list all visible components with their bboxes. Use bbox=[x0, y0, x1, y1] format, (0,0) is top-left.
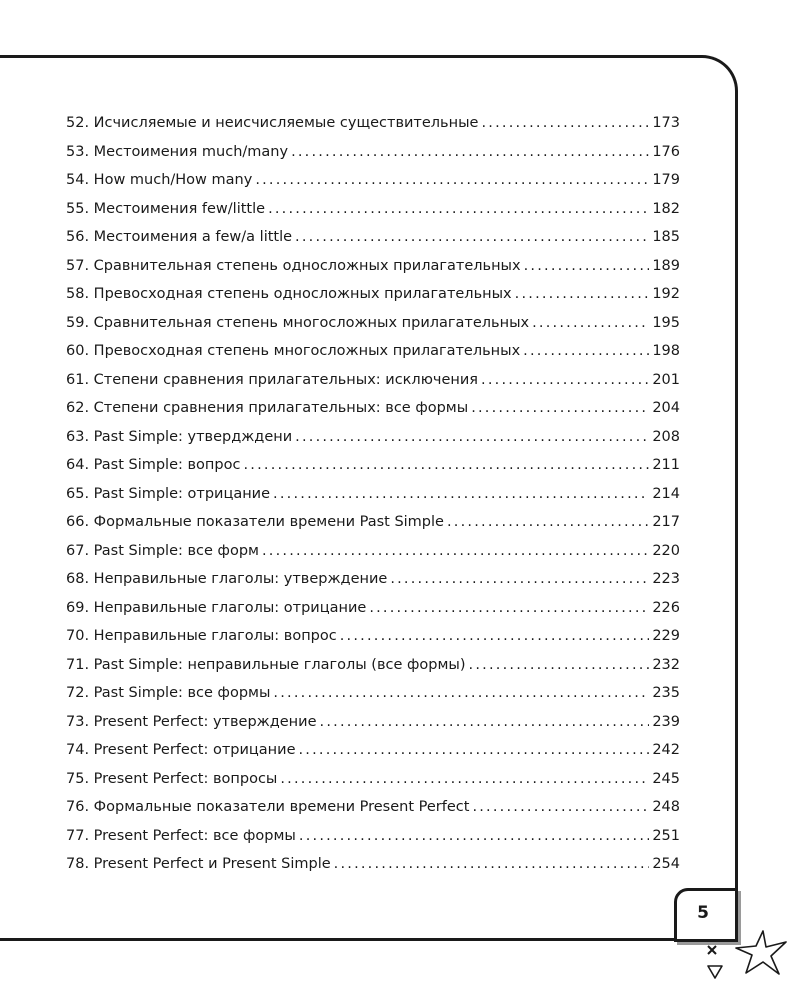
star-icon bbox=[733, 928, 789, 978]
toc-entry-page: 214 bbox=[652, 485, 680, 502]
toc-entry-title: 68. Неправильные глаголы: утверждение bbox=[66, 571, 388, 587]
toc-entry-title: 63. Past Simple: утвердждени bbox=[66, 428, 293, 445]
toc-entry-page: 176 bbox=[652, 143, 680, 160]
toc-entry-title: 57. Сравнительная степень односложных прилагательных bbox=[66, 257, 521, 274]
toc-entry-page: 179 bbox=[652, 172, 680, 188]
toc-entry-title: 66. Формальные показатели времени Past Simple bbox=[66, 514, 444, 530]
triangle-icon bbox=[705, 963, 725, 981]
toc-entry-page: 235 bbox=[652, 685, 680, 701]
toc-entry[interactable] bbox=[66, 594, 680, 623]
toc-dot-leader bbox=[532, 309, 649, 338]
toc-entry-title: 76. Формальные показатели времени Present Perfect bbox=[66, 799, 470, 815]
toc-entry[interactable] bbox=[66, 138, 680, 167]
toc-entry[interactable] bbox=[66, 252, 680, 281]
toc-entry-title: 62. Степени сравнения прилагательных: все формы bbox=[66, 400, 469, 416]
toc-dot-leader bbox=[273, 480, 649, 509]
toc-entry-title: 54. How much/How many bbox=[66, 172, 253, 188]
toc-entry-page: 232 bbox=[652, 656, 680, 673]
toc-dot-leader bbox=[273, 679, 649, 708]
toc-entry[interactable] bbox=[66, 280, 680, 309]
toc-entry-title: 55. Местоимения few/little bbox=[66, 200, 266, 217]
toc-dot-leader bbox=[295, 223, 649, 252]
toc-entry[interactable] bbox=[66, 565, 680, 594]
toc-dot-leader bbox=[243, 451, 649, 480]
toc-entry[interactable] bbox=[66, 793, 680, 822]
toc-dot-leader bbox=[262, 537, 649, 566]
toc-entry-title: 78. Present Perfect и Present Simple bbox=[66, 856, 331, 872]
toc-dot-leader bbox=[334, 850, 650, 879]
toc-entry-title: 52. Исчисляемые и неисчисляемые существительные bbox=[66, 115, 479, 131]
toc-entry-title: 67. Past Simple: все форм bbox=[66, 542, 259, 559]
toc-dot-leader bbox=[299, 822, 649, 851]
toc-entry-page: 182 bbox=[652, 200, 680, 217]
toc-entry[interactable] bbox=[66, 109, 680, 138]
toc-dot-leader bbox=[390, 565, 649, 594]
toc-entry-page: 217 bbox=[652, 514, 680, 530]
toc-entry-page: 192 bbox=[652, 286, 680, 302]
toc-entry[interactable] bbox=[66, 822, 680, 851]
toc-dot-leader bbox=[295, 423, 649, 452]
toc-dot-leader bbox=[299, 736, 650, 765]
toc-dot-leader bbox=[291, 138, 649, 167]
toc-entry-page: 195 bbox=[652, 314, 680, 331]
toc-entry[interactable] bbox=[66, 622, 680, 651]
toc-entry-title: 64. Past Simple: вопрос bbox=[66, 457, 241, 473]
toc-entry-page: 201 bbox=[652, 371, 680, 388]
toc-entry[interactable] bbox=[66, 423, 680, 452]
toc-entry[interactable] bbox=[66, 366, 680, 395]
toc-entry-title: 60. Превосходная степень многосложных прилагательных bbox=[66, 343, 521, 359]
toc-entry-page: 229 bbox=[652, 628, 680, 644]
toc-entry[interactable] bbox=[66, 195, 680, 224]
toc-entry-page: 189 bbox=[652, 257, 680, 274]
toc-dot-leader bbox=[471, 394, 649, 423]
toc-entry[interactable] bbox=[66, 508, 680, 537]
toc-dot-leader bbox=[280, 765, 649, 794]
table-of-contents bbox=[66, 109, 680, 879]
toc-entry-title: 70. Неправильные глаголы: вопрос bbox=[66, 628, 337, 644]
toc-dot-leader bbox=[523, 337, 649, 366]
toc-entry-title: 77. Present Perfect: все формы bbox=[66, 827, 296, 844]
toc-entry[interactable] bbox=[66, 537, 680, 566]
toc-dot-leader bbox=[515, 280, 650, 309]
toc-entry-page: 211 bbox=[652, 457, 680, 473]
toc-entry-title: 71. Past Simple: неправильные глаголы (все формы) bbox=[66, 656, 466, 673]
toc-dot-leader bbox=[320, 708, 650, 737]
toc-entry[interactable] bbox=[66, 651, 680, 680]
toc-entry[interactable] bbox=[66, 765, 680, 794]
toc-entry[interactable] bbox=[66, 223, 680, 252]
toc-entry-title: 72. Past Simple: все формы bbox=[66, 685, 271, 701]
toc-entry-title: 74. Present Perfect: отрицание bbox=[66, 742, 296, 758]
toc-entry-page: 204 bbox=[652, 400, 680, 416]
toc-entry-page: 245 bbox=[652, 770, 680, 787]
toc-entry-page: 226 bbox=[652, 599, 680, 616]
toc-dot-leader bbox=[481, 109, 649, 138]
toc-entry-page: 223 bbox=[652, 571, 680, 587]
toc-entry[interactable] bbox=[66, 337, 680, 366]
toc-entry-page: 185 bbox=[652, 229, 680, 245]
toc-entry-page: 220 bbox=[652, 542, 680, 559]
page-number-tab bbox=[674, 888, 738, 942]
toc-entry-title: 53. Местоимения much/many bbox=[66, 143, 289, 160]
toc-entry-title: 69. Неправильные глаголы: отрицание bbox=[66, 599, 367, 616]
toc-entry-title: 58. Превосходная степень односложных прилагательных bbox=[66, 286, 512, 302]
toc-entry-page: 173 bbox=[652, 115, 680, 131]
cross-icon bbox=[705, 943, 719, 957]
toc-entry[interactable] bbox=[66, 394, 680, 423]
toc-entry-title: 73. Present Perfect: утверждение bbox=[66, 713, 317, 730]
toc-entry-title: 56. Местоимения a few/a little bbox=[66, 229, 293, 245]
toc-entry[interactable] bbox=[66, 480, 680, 509]
toc-entry-page: 239 bbox=[652, 713, 680, 730]
toc-entry-title: 65. Past Simple: отрицание bbox=[66, 485, 271, 502]
toc-dot-leader bbox=[481, 366, 649, 395]
toc-entry[interactable] bbox=[66, 166, 680, 195]
toc-dot-leader bbox=[255, 166, 649, 195]
page-number: 5 bbox=[697, 903, 709, 923]
toc-entry-title: 59. Сравнительная степень многосложных прилагательных bbox=[66, 314, 530, 331]
toc-entry[interactable] bbox=[66, 850, 680, 879]
toc-dot-leader bbox=[340, 622, 650, 651]
toc-entry-page: 251 bbox=[652, 827, 680, 844]
toc-dot-leader bbox=[447, 508, 649, 537]
toc-entry[interactable] bbox=[66, 679, 680, 708]
toc-entry-title: 61. Степени сравнения прилагательных: исключения bbox=[66, 371, 479, 388]
toc-entry[interactable] bbox=[66, 736, 680, 765]
toc-entry-page: 198 bbox=[652, 343, 680, 359]
frame-bottom-line bbox=[0, 938, 700, 941]
toc-entry-page: 208 bbox=[652, 428, 680, 445]
toc-entry-page: 254 bbox=[652, 856, 680, 872]
toc-entry-page: 242 bbox=[652, 742, 680, 758]
toc-entry-title: 75. Present Perfect: вопросы bbox=[66, 770, 278, 787]
toc-dot-leader bbox=[524, 252, 650, 281]
toc-entry-page: 248 bbox=[652, 799, 680, 815]
toc-dot-leader bbox=[369, 594, 649, 623]
toc-entry[interactable] bbox=[66, 708, 680, 737]
toc-entry[interactable] bbox=[66, 309, 680, 338]
toc-dot-leader bbox=[268, 195, 649, 224]
toc-entry[interactable] bbox=[66, 451, 680, 480]
toc-dot-leader bbox=[472, 793, 649, 822]
toc-dot-leader bbox=[469, 651, 650, 680]
